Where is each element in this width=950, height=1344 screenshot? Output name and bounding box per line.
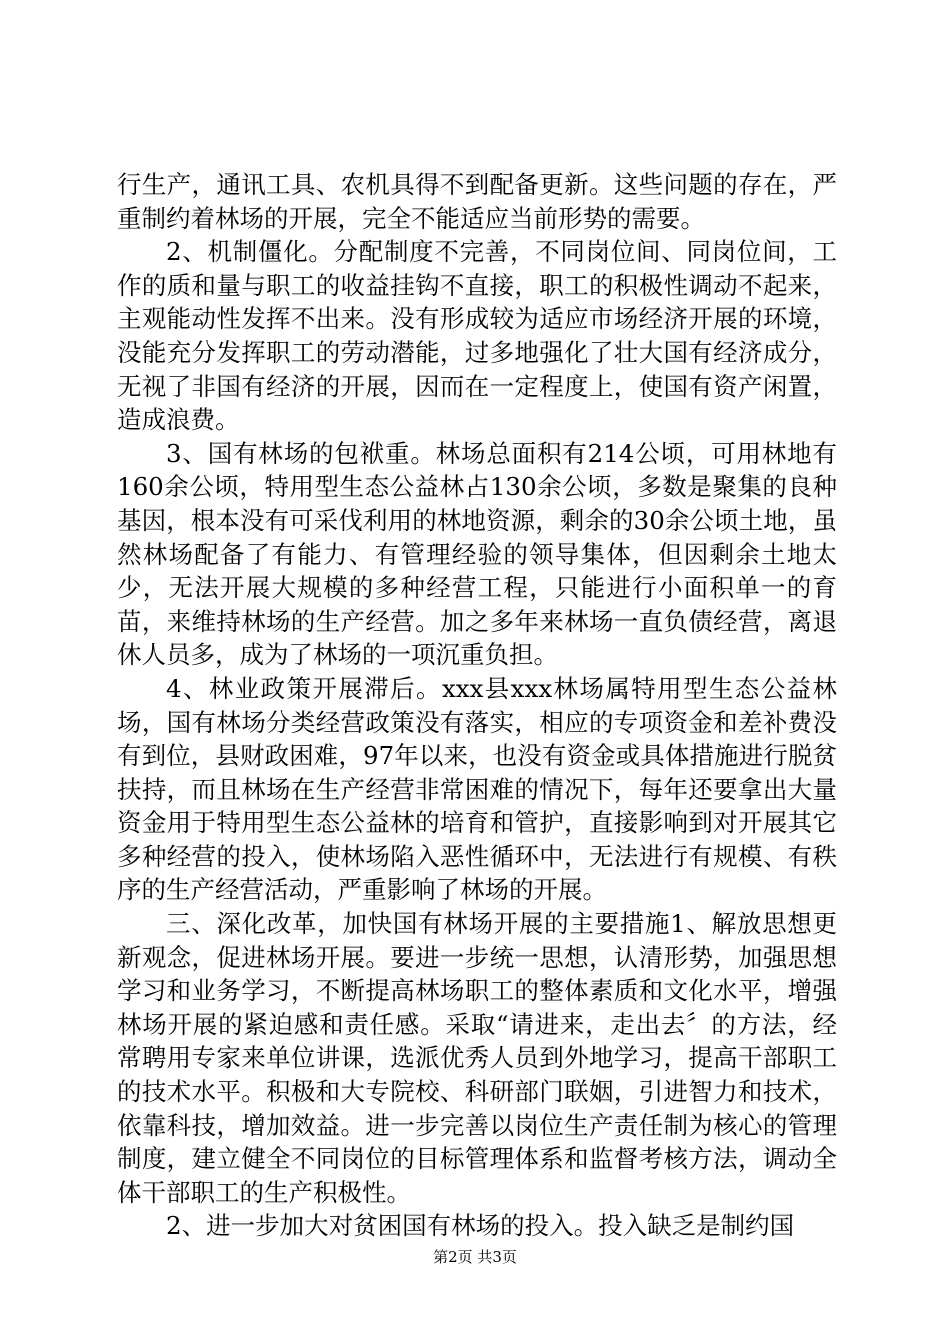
paragraph: 行生产，通讯工具、农机具得不到配备更新。这些问题的存在，严重制约着林场的开展，完全不能适应当前形势的需要。: [117, 170, 837, 233]
page-footer: 第2页 共3页: [433, 1248, 517, 1266]
document-body: [117, 168, 837, 1243]
paragraph: 4、林业政策开展滞后。xxx县xxx林场属特用型生态公益林场，国有林场分类经营政策没有落实，相应的专项资金和差补费没有到位，县财政困难，97年以来，也没有资金或具体措施进行脱贫扶持，而且林场在生产经营非常困难的情况下，每年还要拿出大量资金用于特用型生态公益林的培育和管护，直接影响到对开展其它多种经营的投入，使林场陷入恶性循环中，无法进行有规模、有秩序的生产经营活动，严重影响了林场的开展。: [117, 673, 837, 905]
paragraph: 2、机制僵化。分配制度不完善，不同岗位间、同岗位间，工作的质和量与职工的收益挂钩不直接，职工的积极性调动不起来，主观能动性发挥不出来。没有形成较为适应市场经济开展的环境，没能充分发挥职工的劳动潜能，过多地强化了壮大国有经济成分，无视了非国有经济的开展，因而在一定程度上，使国有资产闲置，造成浪费。: [117, 237, 837, 435]
paragraph: 3、国有林场的包袱重。林场总面积有214公顷，可用林地有160余公顷，特用型生态公益林占130余公顷，多数是聚集的良种基因，根本没有可采伐利用的林地资源，剩余的30余公顷土地，虽然林场配备了有能力、有管理经验的领导集体，但因剩余土地太少，无法开展大规模的多种经营工程，只能进行小面积单一的育苗，来维持林场的生产经营。加之多年来林场一直负债经营，离退休人员多，成为了林场的一项沉重负担。: [117, 438, 837, 670]
paragraph: 2、进一步加大对贫困国有林场的投入。投入缺乏是制约国: [166, 1211, 795, 1241]
paragraph: 三、深化改革，加快国有林场开展的主要措施1、解放思想更新观念，促进林场开展。要进一步统一思想，认清形势，加强思想学习和业务学习，不断提高林场职工的整体素质和文化水平，增强林场开展的紧迫感和责任感。采取“请进来，走出去〞的方法，经常聘用专家来单位讲课，选派优秀人员到外地学习，提高干部职工的技术水平。积极和大专院校、科研部门联姻，引进智力和技术，依靠科技，增加效益。进一步完善以岗位生产责任制为核心的管理制度，建立健全不同岗位的目标管理体系和监督考核方法，调动全体干部职工的生产积极性。: [117, 909, 837, 1207]
